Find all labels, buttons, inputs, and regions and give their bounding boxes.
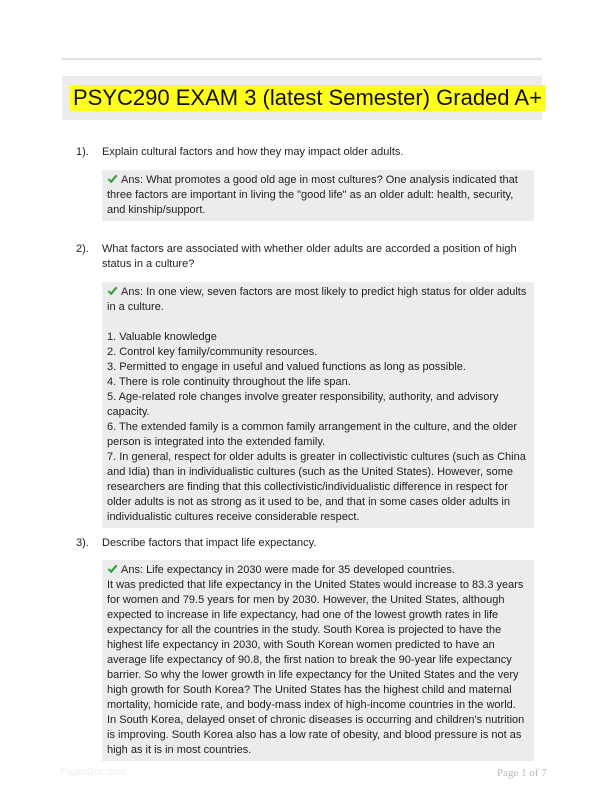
factor-list (107, 330, 528, 525)
answer-text (107, 285, 528, 315)
check-icon (107, 563, 118, 574)
list-item: 2. Control key family/community resources. (107, 346, 318, 358)
answer-body: It was predicted that life expectancy in the United States would increase to 83.3 years for women and 79.5 years for men by 2030. However, the United States, although expected to increase in life expectancy, had one of the lowest growth rates in life expectancy for all the countries in the study. South Korea is projected to have the highest life expectancy in 2030, with South Korean women predicted to have an average life expectancy of 90.8, the first nation to break the 90-year life expectancy barrier. So why the lower growth in life expectancy for the United States and the very high growth for South Korea? The United States has the highest child and maternal mortality, homicide rate, and body-mass index of high-income countries in the world. In South Korea, delayed onset of chronic diseases is occurring and children's nutrition is improving. South Korea also has a low rate of obesity, and blood pressure is not as high as it is in most countries. (107, 579, 525, 756)
list-item: 4. There is role continuity throughout the life span. (107, 376, 351, 388)
list-item: 1. Valuable knowledge (107, 331, 217, 343)
list-item: 5. Age-related role changes involve greater responsibility, authority, and advisory capacity. (107, 391, 499, 418)
question-text: Explain cultural factors and how they may impact older adults. (102, 146, 404, 158)
list-item: 6. The extended family is a common family arrangement in the culture, and the older person is integrated into the extended family. (107, 421, 518, 448)
question-text: What factors are associated with whether older adults are accorded a position of high status in a culture? (102, 243, 517, 270)
title-box (62, 76, 542, 120)
list-item: 3. Permitted to engage in useful and valued functions as long as possible. (107, 361, 466, 373)
answer-text (107, 563, 528, 578)
question-number: 2). (76, 243, 89, 255)
check-icon (107, 285, 118, 296)
answer-intro: Ans: What promotes a good old age in most cultures? One analysis indicated that three factors are important in living the "good life" as an older adult: health, security, and kinship/support. (107, 174, 518, 216)
answer-intro: Ans: Life expectancy in 2030 were made for 35 developed countries. (121, 564, 455, 576)
question-number: 1). (76, 146, 89, 158)
footer-watermark: PaperDoc.com (60, 767, 127, 778)
top-rule (62, 58, 542, 60)
answer-box (102, 560, 534, 761)
answer-box (102, 282, 534, 528)
answer-text (107, 173, 528, 218)
page-title: PSYC290 EXAM 3 (latest Semester) Graded A+ (70, 85, 545, 111)
answer-intro: Ans: In one view, seven factors are most likely to predict high status for older adults in a culture. (107, 286, 527, 313)
question-text: Describe factors that impact life expectancy. (102, 537, 317, 549)
page-number: Page 1 of 7 (497, 767, 547, 779)
list-item: 7. In general, respect for older adults is greater in collectivistic cultures (such as China and Idia) than in individualistic cultures (such as the United States). However, some researchers are finding that this collectivistic/individualistic difference in respect for older adults is not as strong as it used to be, and that in some cases older adults in individualistic cultures receive considerable respect. (107, 451, 526, 523)
check-icon (107, 173, 118, 184)
question-number: 3). (76, 537, 89, 549)
answer-box (102, 170, 534, 221)
